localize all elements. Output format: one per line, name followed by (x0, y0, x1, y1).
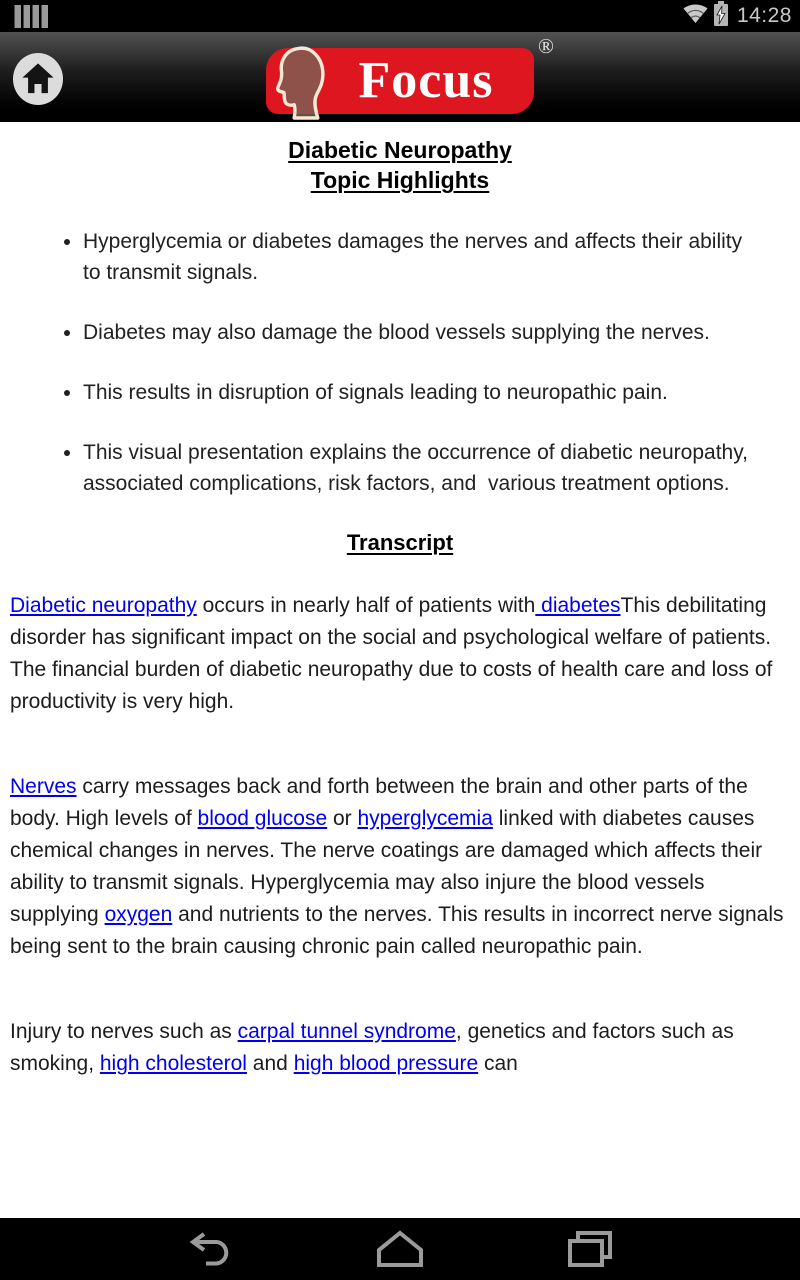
transcript-heading: Transcript (346, 530, 454, 555)
logo-wordmark: Focus (358, 52, 494, 109)
paragraph-text: or (327, 807, 358, 830)
transcript-link[interactable]: diabetes (535, 594, 621, 617)
notification-bars-icon (14, 5, 48, 28)
status-clock: 14:28 (736, 4, 792, 27)
paragraph-text: carry messages back and forth between the brain and other parts of the body. High levels of (10, 775, 754, 830)
paragraph-text: and (246, 1052, 294, 1075)
transcript-link[interactable]: Nerves (10, 775, 77, 798)
transcript-link[interactable]: high blood pressure (293, 1052, 479, 1075)
transcript-paragraph (10, 590, 790, 718)
bullet-item: • Hyperglycemia or diabetes damages the nerves and affects their ability to transmit signals. (83, 226, 762, 288)
paragraph-text: linked with diabetes causes chemical changes in nerves. The nerve coatings are damaged which affects their ability to transmit signals. Hyperglycemia may also injure the blood vessels supplying (10, 807, 768, 926)
nav-home-button[interactable] (368, 1223, 432, 1275)
transcript-link[interactable]: Diabetic neuropathy (10, 594, 197, 617)
transcript-link[interactable]: high cholesterol (99, 1052, 247, 1075)
nav-back-button[interactable] (178, 1223, 242, 1275)
transcript-link[interactable]: hyperglycemia (357, 807, 493, 830)
paragraph-text: occurs in nearly half of patients with (196, 594, 536, 617)
transcript-paragraph (10, 1016, 790, 1080)
head-silhouette-icon (274, 46, 336, 120)
battery-charging-icon (713, 1, 729, 31)
status-bar (0, 0, 800, 32)
app-header (0, 32, 800, 122)
page-title-line1: Diabetic Neuropathy (288, 137, 512, 163)
transcript-link[interactable]: blood glucose (197, 807, 328, 830)
transcript-paragraph (10, 771, 790, 963)
transcript-paragraphs (10, 590, 790, 1080)
paragraph-text: and nutrients to the nerves. This results in incorrect nerve signals being sent to the brain causing chronic pain called neuropathic pain. (10, 903, 790, 958)
bullet-item: • This visual presentation explains the occurrence of diabetic neuropathy, associated complications, risk factors, and various treatment options. (83, 437, 762, 499)
page-title-line2: Topic Highlights (310, 167, 490, 193)
paragraph-text: can (478, 1052, 518, 1075)
app-home-button[interactable] (6, 44, 70, 114)
paragraph-text: , genetics and factors such as smoking, (10, 1020, 740, 1075)
nav-recents-button[interactable] (558, 1223, 622, 1275)
transcript-link[interactable]: oxygen (104, 903, 173, 926)
recents-icon (567, 1230, 613, 1268)
topic-content (0, 122, 800, 1218)
android-nav-bar (0, 1218, 800, 1280)
back-icon (187, 1231, 233, 1267)
focus-logo (266, 34, 554, 114)
bullet-item: • This results in disruption of signals leading to neuropathic pain. (83, 377, 762, 408)
registered-trademark: ® (538, 34, 554, 58)
paragraph-text: Injury to nerves such as (10, 1020, 238, 1043)
home-icon (13, 53, 63, 105)
wifi-icon (683, 4, 708, 29)
topic-bullets (10, 226, 790, 499)
bullet-item: • Diabetes may also damage the blood vessels supplying the nerves. (83, 317, 762, 348)
paragraph-text: This debilitating disorder has significant impact on the social and psychological welfare of patients. The financial burden of diabetic neuropathy due to costs of health care and loss of productivity is very high. (10, 594, 779, 713)
page-title (10, 135, 790, 195)
transcript-link[interactable]: carpal tunnel syndrome (237, 1020, 456, 1043)
home-outline-icon (376, 1230, 424, 1268)
